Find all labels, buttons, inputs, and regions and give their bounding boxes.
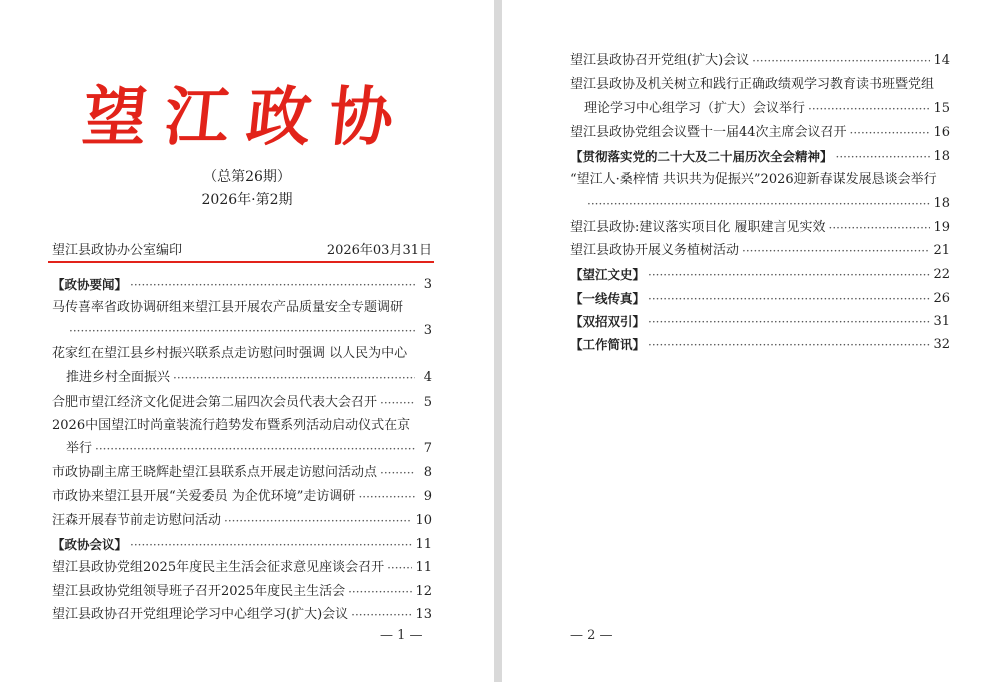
- toc-item-continued[interactable]: 推进乡村全面振兴 ····· 4: [66, 369, 432, 387]
- toc-item[interactable]: 汪森开展春节前走访慰问活动 ····· 10: [52, 512, 432, 530]
- publish-date: 2026年03月31日: [326, 242, 432, 258]
- page-two: [502, 0, 1000, 682]
- issue-year: 2026年·第2期: [201, 192, 293, 208]
- toc-item-continued[interactable]: 理论学习中心组学习（扩大）会议举行 ····· 15: [584, 100, 950, 118]
- toc-section[interactable]: 【工作简讯】 ····· 32: [570, 336, 950, 354]
- toc-item[interactable]: 望江县政协:建议落实项目化 履职建言见实效 ····· 19: [570, 219, 950, 237]
- toc-item[interactable]: “望江人·桑梓情 共识共为促振兴”2026迎新春谋发展恳谈会举行: [570, 172, 937, 187]
- toc-item-continued[interactable]: 举行 ····· 7: [66, 440, 432, 458]
- toc-section[interactable]: 【一线传真】 ····· 26: [570, 290, 950, 308]
- toc-item[interactable]: 市政协副主席王晓辉赴望江县联系点开展走访慰问活动点 ····· 8: [52, 464, 432, 482]
- toc-section[interactable]: 【双招双引】 ····· 31: [570, 313, 950, 331]
- issue-total: （总第26期）: [203, 169, 291, 185]
- masthead-title: 望江政协: [79, 80, 415, 155]
- editor-row: [52, 238, 432, 258]
- toc-section[interactable]: 【政协会议】 ····· 11: [52, 536, 432, 554]
- toc-item[interactable]: 合肥市望江经济文化促进会第二届四次会员代表大会召开 ····· 5: [52, 394, 432, 412]
- toc-item-continued[interactable]: ····· 18: [584, 195, 950, 213]
- toc-item[interactable]: 望江县政协开展义务植树活动 ····· 21: [570, 242, 950, 260]
- toc-item[interactable]: 望江县政协召开党组理论学习中心组学习(扩大)会议 ····· 13: [52, 606, 432, 624]
- toc-item[interactable]: 望江县政协召开党组(扩大)会议 ····· 14: [570, 52, 950, 70]
- toc-section[interactable]: 【望江文史】 ····· 22: [570, 266, 950, 284]
- toc-item[interactable]: 望江县政协及机关树立和践行正确政绩观学习教育读书班暨党组: [570, 77, 935, 92]
- editor-name: 望江县政协办公室编印: [52, 242, 183, 258]
- page-number-footer: — 2 —: [570, 628, 613, 643]
- toc-item[interactable]: 花家红在望江县乡村振兴联系点走访慰问时强调 以人民为中心: [52, 346, 408, 361]
- toc-section[interactable]: 【贯彻落实党的二十大及二十届历次全会精神】 ····· 18: [570, 148, 950, 166]
- toc-item[interactable]: 望江县政协党组会议暨十一届44次主席会议召开 ····· 16: [570, 124, 950, 142]
- toc-item[interactable]: 市政协来望江县开展“关爱委员 为企优环境”走访调研 ····· 9: [52, 488, 432, 506]
- page-one: [0, 0, 494, 682]
- toc-item[interactable]: 望江县政协党组2025年度民主生活会征求意见座谈会召开 ····· 11: [52, 559, 432, 577]
- toc-item-continued[interactable]: ····· 3: [66, 322, 432, 340]
- page-number-footer: — 1 —: [380, 628, 423, 643]
- toc-item[interactable]: 望江县政协党组领导班子召开2025年度民主生活会 ····· 12: [52, 583, 432, 601]
- red-divider: [48, 261, 434, 263]
- toc-item[interactable]: 马传喜率省政协调研组来望江县开展农产品质量安全专题调研: [52, 300, 404, 315]
- toc-section[interactable]: 【政协要闻】 ····· 3: [52, 276, 432, 294]
- toc-item[interactable]: 2026中国望江时尚童装流行趋势发布暨系列活动启动仪式在京: [52, 418, 411, 433]
